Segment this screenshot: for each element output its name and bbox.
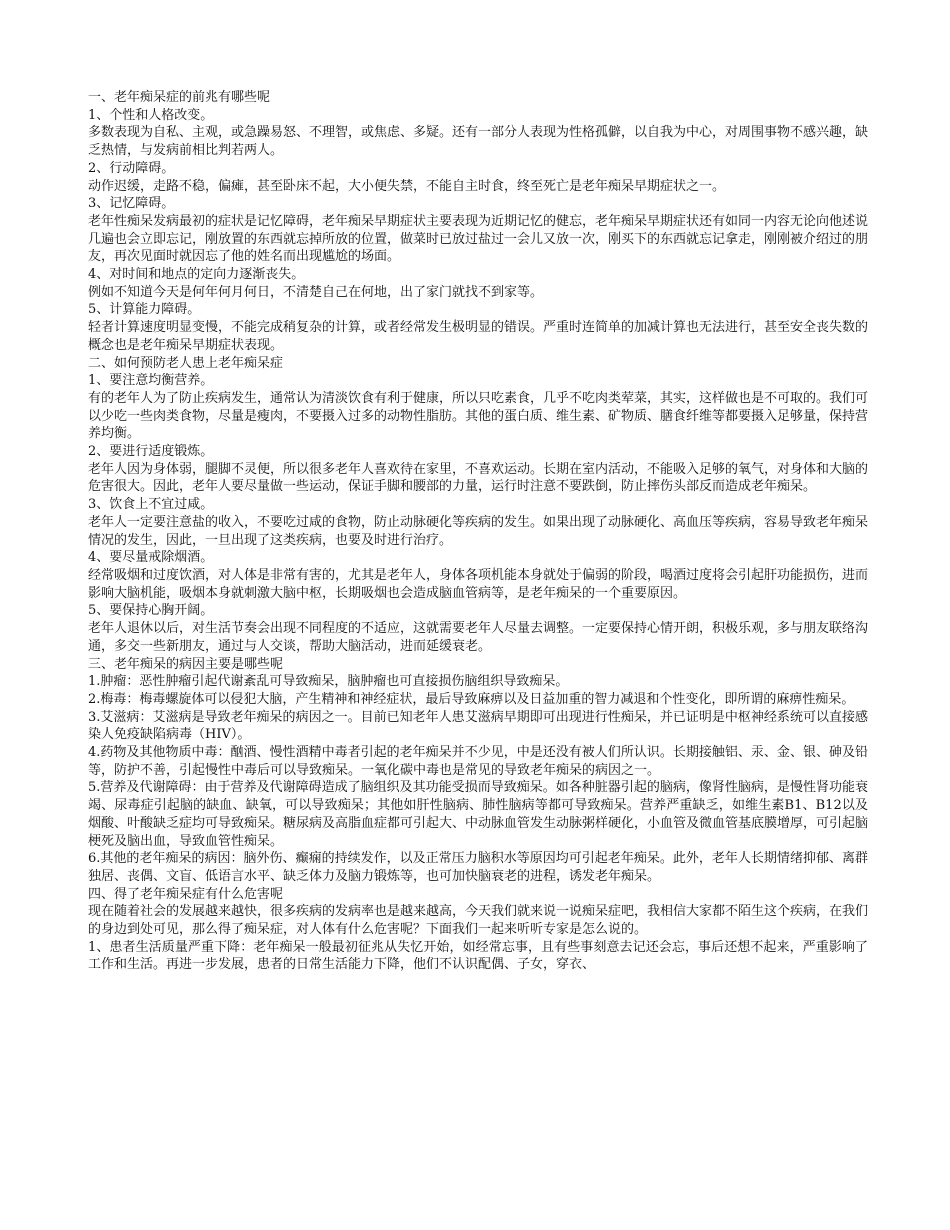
paragraph-3-5: 5.营养及代谢障碍：由于营养及代谢障碍造成了脑组织及其功能受损而导致痴呆。如各种脏器引起的脑病，像肾性脑病，是慢性肾功能衰竭、尿毒症引起脑的缺血、缺氧，可以导致痴呆；其他如肝性脑病、肺性脑病等都可导致痴呆。营养严重缺乏，如维生素B1、B12以及烟酸、叶酸缺乏症均可导致痴呆。糖尿病及高脂血症都可引起大、中动脉血管发生动脉粥样硬化，小血管及微血管基底膜增厚，可引起脑梗死及脑出血，导致血管性痴呆。 xyxy=(88,780,869,849)
paragraph-1-5: 轻者计算速度明显变慢，不能完成稍复杂的计算，或者经常发生极明显的错误。严重时连简单的加减计算也无法进行，甚至安全丧失数的概念也是老年痴呆早期症状表现。 xyxy=(88,320,869,353)
paragraph-2-3: 老年人一定要注意盐的收入，不要吃过咸的食物，防止动脉硬化等疾病的发生。如果出现了动脉硬化、高血压等疾病，容易导致老年痴呆情况的发生，因此，一旦出现了这类疾病，也要及时进行治疗。 xyxy=(88,514,869,548)
paragraph-3-3: 3.艾滋病：艾滋病是导致老年痴呆的病因之一。目前已知老年人患艾滋病早期即可出现进行性痴呆，并已证明是中枢神经系统可以直接感染人免疫缺陷病毒（HIV）。 xyxy=(88,709,868,743)
subheading-1-3: 3、记忆障碍。 xyxy=(88,196,175,212)
paragraph-2-5: 老年人退休以后，对生活节奏会出现不同程度的不适应，这就需要老年人尽量去调整。一定要保持心情开朗，积极乐观，多与朋友联络沟通，多交一些新朋友，通过与人交谈，帮助大脑活动，进而延缓衰老。 xyxy=(88,621,869,654)
heading-3: 三、老年痴呆的病因主要是哪些呢 xyxy=(88,656,284,672)
paragraph-3-4: 4.药物及其他物质中毒：酗酒、慢性酒精中毒者引起的老年痴呆并不少见，中是还没有被人们所认识。长期接触铝、汞、金、银、砷及铅等，防护不善，引起慢性中毒后可以导致痴呆。一氧化碳中毒也是常见的导致老年痴呆的病因之一。 xyxy=(88,745,868,778)
paragraph-3-2: 2.梅毒：梅毒螺旋体可以侵犯大脑，产生精神和神经症状，最后导致麻痹以及日益加重的智力减退和个性变化，即所谓的麻痹性痴呆。 xyxy=(88,691,855,707)
paragraph-1-3: 老年性痴呆发病最初的症状是记忆障碍，老年痴呆早期症状主要表现为近期记忆的健忘，老年痴呆早期症状还有如同一内容无论向他述说几遍也会立即忘记，刚放置的东西就忘掉所放的位置，做菜时已放过盐过一会儿又放一次，刚买下的东西就忘记拿走，刚刚被介绍过的朋友，再次见面时就因忘了他的姓名而出现尴尬的场面。 xyxy=(88,213,869,265)
subheading-2-4: 4、要尽量戒除烟酒。 xyxy=(88,550,214,566)
heading-1: 一、老年痴呆症的前兆有哪些呢 xyxy=(88,90,271,105)
subheading-2-5: 5、要保持心胸开阔。 xyxy=(88,603,214,619)
paragraph-1-1: 多数表现为自私、主观，或急躁易怒、不理智，或焦虑、多疑。还有一部分人表现为性格孤僻，以自我为中心，对周围事物不感兴趣，缺乏热情，与发病前相比判若两人。 xyxy=(88,125,869,159)
heading-2: 二、如何预防老人患上老年痴呆症 xyxy=(88,355,284,371)
heading-4: 四、得了老年痴呆症有什么危害呢 xyxy=(88,886,284,902)
paragraph-3-6: 6.其他的老年痴呆的病因：脑外伤、癫痫的持续发作，以及正常压力脑积水等原因均可引起老年痴呆。此外，老年人长期情绪抑郁、离群独居、丧偶、文盲、低语言水平、缺乏体力及脑力锻炼等，也可加快脑衰老的进程，诱发老年痴呆。 xyxy=(88,851,868,884)
paragraph-4-1: 1、患者生活质量严重下降：老年痴呆一般最初征兆从失忆开始，如经常忘事，且有些事刻意去记还会忘，事后还想不起来，严重影响了工作和生活。再进一步发展，患者的日常生活能力下降，他们不认识配偶、子女，穿衣、 xyxy=(88,939,868,973)
subheading-2-3: 3、饮食上不宜过咸。 xyxy=(88,497,214,513)
paragraph-4-intro: 现在随着社会的发展越来越快，很多疾病的发病率也是越来越高，今天我们就来说一说痴呆症吧，我相信大家都不陌生这个疾病，在我们的身边到处可见，那么得了痴呆症，对人体有什么危害呢？下面我们一起来听听专家是怎么说的。 xyxy=(88,904,869,938)
subheading-1-4: 4、对时间和地点的定向力逐渐丧失。 xyxy=(88,267,305,283)
subheading-2-2: 2、要进行适度锻炼。 xyxy=(88,444,214,460)
subheading-1-5: 5、计算能力障碍。 xyxy=(88,302,201,318)
document-body xyxy=(88,89,868,974)
paragraph-1-4: 例如不知道今天是何年何月何日，不清楚自己在何地，出了家门就找不到家等。 xyxy=(88,284,544,300)
paragraph-2-4: 经常吸烟和过度饮酒，对人体是非常有害的，尤其是老年人，身体各项机能本身就处于偏弱的阶段，喝酒过度将会引起肝功能损伤，进而影响大脑机能，吸烟本身就刺激大脑中枢，长期吸烟也会造成脑血管病等，是老年痴呆的一个重要原因。 xyxy=(88,567,869,601)
paragraph-1-2: 动作迟缓，走路不稳，偏瘫，甚至卧床不起，大小便失禁，不能自主时食，终至死亡是老年痴呆早期症状之一。 xyxy=(88,178,726,194)
subheading-1-1: 1、个性和人格改变。 xyxy=(88,107,214,123)
paragraph-2-1: 有的老年人为了防止疾病发生，通常认为清淡饮食有利于健康，所以只吃素食，几乎不吃肉类荤菜，其实，这样做也是不可取的。我们可以少吃一些肉类食物，尽量是瘦肉，不要摄入过多的动物性脂肪。其他的蛋白质、维生素、矿物质、膳食纤维等都要摄入足够量，保持营养均衡。 xyxy=(88,390,869,442)
subheading-1-2: 2、行动障碍。 xyxy=(88,160,175,176)
paragraph-2-2: 老年人因为身体弱，腿脚不灵便，所以很多老年人喜欢待在家里，不喜欢运动。长期在室内活动，不能吸入足够的氧气，对身体和大脑的危害很大。因此，老年人要尽量做一些运动，保证手脚和腰部的力量，运行时注意不要跌倒，防止摔伤头部反而造成老年痴呆。 xyxy=(88,461,869,495)
subheading-2-1: 1、要注意均衡营养。 xyxy=(88,373,214,389)
paragraph-3-1: 1.肿瘤：恶性肿瘤引起代谢紊乱可导致痴呆，脑肿瘤也可直接损伤脑组织导致痴呆。 xyxy=(88,674,569,690)
